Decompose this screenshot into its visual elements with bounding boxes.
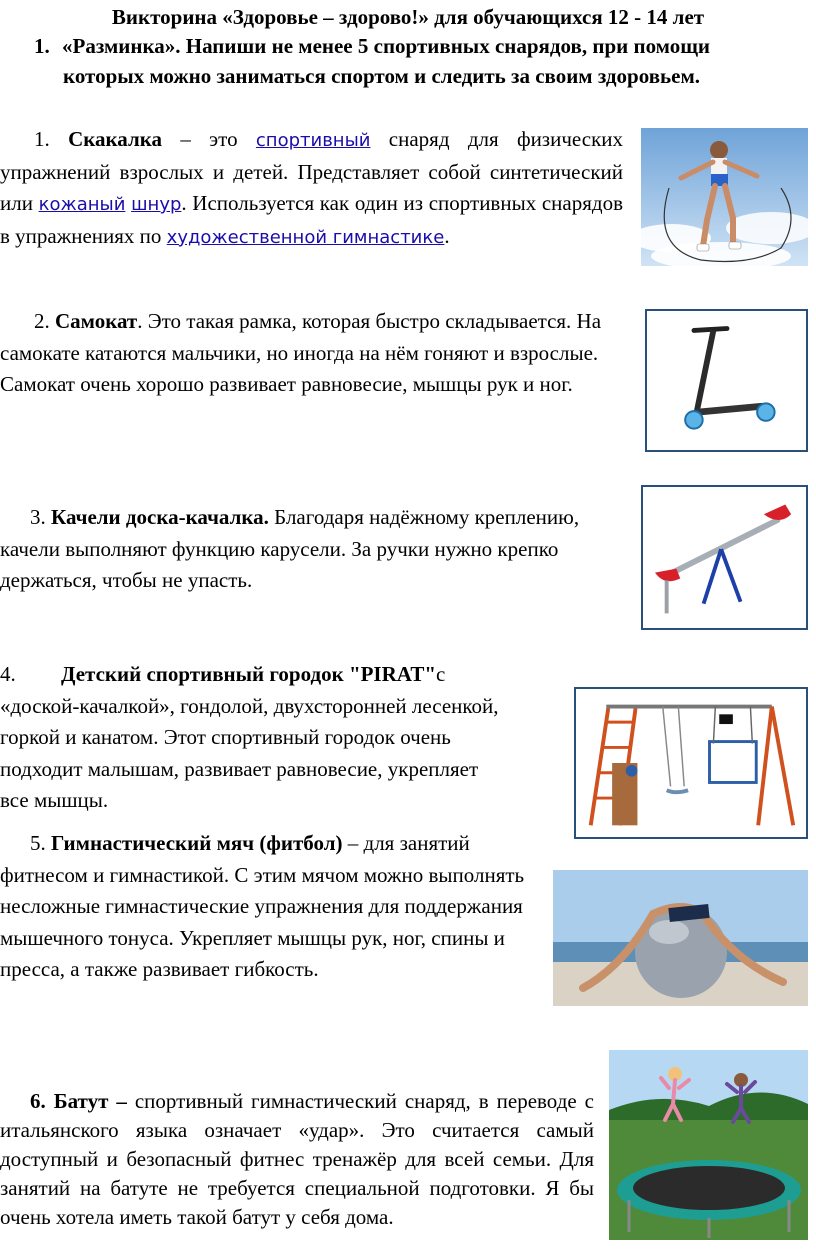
item-fitball: 5. Гимнастический мяч (фитбол) – для занятий фитнесом и гимнастикой. С этим мячом можно выполнять несложные гимнастические упражнения для поддержания мышечного тонуса. Укрепляет мышцы рук, ног, спины и пресса, а также развивает гибкость. [0, 831, 525, 981]
item-name: Качели доска-качалка. [51, 505, 269, 529]
item-number: 5. [30, 831, 46, 855]
task-number: 1. [34, 34, 50, 58]
item-seesaw: 3. Качели доска-качалка. Благодаря надёжному креплению, качели выполняют функцию карусели. За ручки нужно крепко держаться, чтобы не упасть. [0, 505, 580, 592]
fitball-illustration [553, 870, 808, 1006]
item-number: 2. [34, 309, 50, 333]
item-number: 4. [0, 662, 16, 686]
item-number: 3. [30, 505, 46, 529]
item-scooter: 2. Самокат. Это такая рамка, которая быстро складывается. На самокате катаются мальчики, но иногда на нём гоняют и взрослые. Самокат очень хорошо развивает равновесие, мышцы рук и ног. [0, 309, 602, 396]
item-name: Батут – [53, 1089, 127, 1113]
link-sportivnyj[interactable]: спортивный [255, 130, 371, 151]
item-jump-rope: 1. Скакалка – это спортивный снаряд для физических упражнений взрослых и детей. Представляет собой синтетический или кожаный шнур. Используется как один из спортивных снарядов в упражнениях по художественной гимнастике. [0, 127, 624, 248]
scooter-illustration [647, 311, 806, 450]
fitball-image [553, 870, 808, 1006]
jump-rope-illustration [641, 128, 808, 266]
item-playground: 4. Детский спортивный городок "PIRAT"с «доской-качалкой», гондолой, двухсторонней лесенкой, горкой и канатом. Этот спортивный городок очень подходит малышам, развивает равновесие, укрепляет все мышцы. [0, 659, 510, 817]
link-hudozhestvennoj-gimnastike[interactable]: художественной гимнастике [166, 226, 445, 248]
seesaw-image [641, 485, 808, 630]
jump-rope-image [641, 128, 808, 266]
playground-image [574, 687, 808, 839]
item-name: Гимнастический мяч (фитбол) [51, 831, 343, 855]
page-title: Викторина «Здоровье – здорово!» для обучающихся 12 - 14 лет [111, 5, 705, 29]
item-number: 6. [30, 1089, 46, 1113]
item-name: Скакалка [68, 127, 163, 151]
playground-illustration [576, 689, 806, 837]
trampoline-image [609, 1050, 808, 1240]
link-kozhanyj[interactable]: кожаный [38, 194, 126, 215]
link-shnur[interactable]: шнур [131, 194, 182, 215]
scooter-image [645, 309, 808, 452]
trampoline-illustration [609, 1050, 808, 1240]
task-line-1: «Разминка». Напиши не менее 5 спортивных снарядов, при помощи [62, 34, 711, 58]
task-heading [34, 33, 804, 59]
item-name: Детский спортивный городок "PIRAT" [61, 662, 437, 686]
task-line-2: которых можно заниматься спортом и следить за своим здоровьем. [63, 64, 701, 88]
item-name: Самокат [55, 309, 138, 333]
item-trampoline: 6. Батут – спортивный гимнастический снаряд, в переводе с итальянского языка означает «удар». Это считается самый доступный и безопасный фитнес тренажёр для всей семьи. Для занятий на батуте не требуется специальной подготовки. Я бы очень хотела иметь такой батут у себя дома. [0, 1089, 594, 1229]
item-number: 1. [34, 127, 50, 151]
seesaw-illustration [643, 487, 806, 628]
